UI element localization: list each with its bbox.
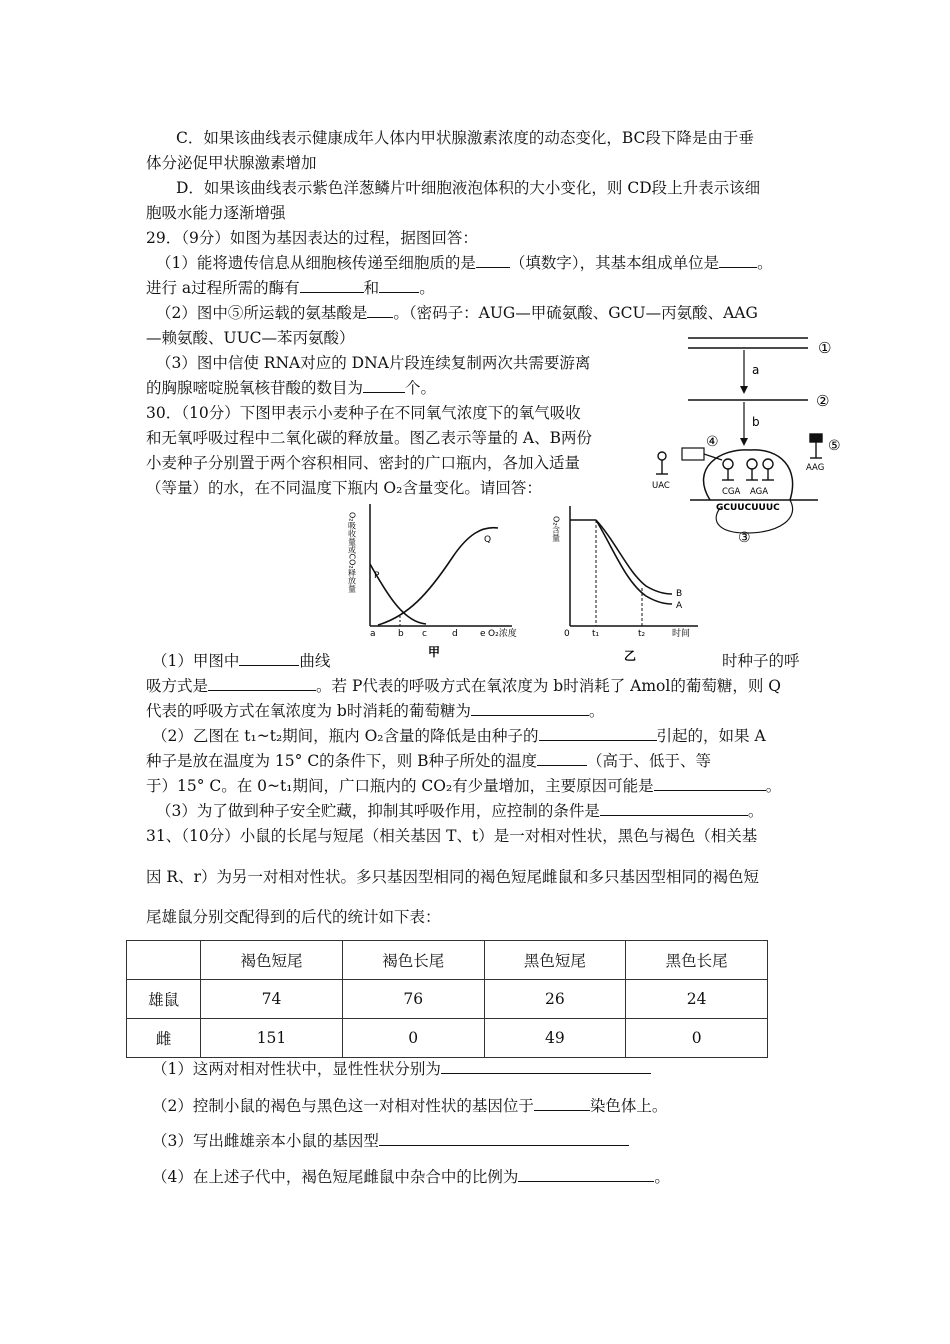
answer-blank[interactable] [208,676,316,691]
q29-part1-text-f: 。 [419,279,435,297]
q30-part1-line2 [146,676,781,696]
trna-free-left [656,452,668,474]
answer-blank[interactable] [518,1167,654,1182]
q30-part3-line1 [156,801,763,821]
answer-blank[interactable] [363,378,405,393]
table-row [127,1019,768,1058]
q31-part4-text-b: 。 [654,1168,670,1186]
q31-part1-text: （1）这两对相对性状中，显性性状分别为 [152,1060,441,1078]
label-a: a [752,363,760,377]
answer-blank[interactable] [537,751,587,766]
q30-part2-line1 [152,726,766,746]
jia-tick-c: c [422,629,427,639]
yi-tick-t1: t₁ [592,629,600,639]
q30-part1-line3 [146,701,604,721]
q29-part1-text-d: 进行 a过程所需的酶有 [146,279,300,297]
q30-line4: （等量）的水，在不同温度下瓶内 O₂含量变化。请回答： [146,479,542,497]
yi-label-b: B [676,589,683,599]
label-ribosome: ④ [706,434,719,450]
jia-ylabel: O₂吸收量或CO₂释放量 [347,512,357,593]
q30-part2-text-f: 。 [765,777,782,795]
q30-part3-text-a: （3）为了做到种子安全贮藏，抑制其呼吸作用，应控制的条件是 [156,802,600,820]
table-cell: 74 [201,980,343,1019]
option-c-line2: 体分泌促甲状腺激素增加 [146,154,317,172]
jia-p-label: P [374,571,380,581]
q30-part1-text-g: 。 [588,702,605,720]
q30-line2: 和无氧呼吸过程中二氧化碳的释放量。图乙表示等量的 A、B两份 [146,429,593,447]
label-mrna-3: ③ [738,530,751,546]
q30-part2-line3 [146,776,781,796]
q29-part1-text-a: （1）能将遗传信息从细胞核传递至细胞质的是 [156,254,476,272]
q29-title: 29．（9分）如图为基因表达的过程，据图回答： [146,229,478,247]
label-b: b [752,415,760,429]
q31-part2-text-a: （2）控制小鼠的褐色与黑色这一对相对性状的基因位于 [152,1097,534,1115]
trna-free-right [810,434,822,458]
q30-part1-line1a [152,651,330,671]
label-dna: ① [818,339,832,357]
table-cell: 雄鼠 [127,980,201,1019]
table-header-row [127,941,768,980]
offspring-stats-table [126,940,768,1058]
answer-blank[interactable] [476,253,510,268]
yi-tick-t2: t₂ [638,629,646,639]
table-cell: 0 [626,1019,768,1058]
q30-part1-line1b: 时种子的呼 [722,652,800,670]
q30-part1-text-e: 。若 P代表的呼吸方式在氧浓度为 b时消耗了 Amol的葡萄糖，则 Q [316,677,781,695]
q30-line1: 30．（10分）下图甲表示小麦种子在不同氧气浓度下的氧气吸收 [146,404,581,422]
ribosome-outline [704,450,793,500]
q30-part2-text-d: （高于、低于、等 [587,752,712,770]
q29-part2-text-a: （2）图中⑤所运载的氨基酸是 [156,304,368,322]
table-header-cell [127,941,201,980]
chart-jia [348,498,528,660]
anticodon-uac: UAC [652,481,670,491]
answer-blank[interactable] [379,1131,629,1146]
jia-tick-b: b [398,629,404,639]
jia-q-label: Q [484,535,492,545]
q29-part3-line2 [146,378,436,398]
answer-blank[interactable] [471,701,589,716]
q30-part2-text-a: （2）乙图在 t₁~t₂期间，瓶内 O₂含量的降低是由种子的 [152,727,539,745]
q31-part1 [152,1059,651,1079]
jia-tick-d: d [452,629,458,639]
answer-blank[interactable] [441,1059,651,1074]
yi-xlabel: 时间 [672,629,691,639]
answer-blank[interactable] [379,278,419,293]
jia-tick-e: e [480,629,486,639]
option-d-line1: D．如果该曲线表示紫色洋葱鳞片叶细胞液泡体积的大小变化，则 CD段上升表示该细 [176,179,761,197]
q30-part2-line2 [146,751,711,771]
chart-yi [551,502,708,663]
anticodon-aga: AGA [750,487,769,497]
q30-part3-text-b: 。 [747,802,764,820]
anticodon-aag: AAG [806,463,825,473]
yi-curve-a [596,520,672,604]
table-cell: 76 [342,980,484,1019]
table-cell: 0 [342,1019,484,1058]
q30-part1-text-d: 吸方式是 [146,677,209,695]
answer-blank[interactable] [539,726,657,741]
q31-line2: 因 R、r）为另一对相对性状。多只基因型相同的褐色短尾雌鼠和多只基因型相同的褐色短 [146,868,760,886]
answer-blank[interactable] [719,253,757,268]
yi-ylabel: O₂含量 [551,516,561,542]
q29-part1-line2 [146,278,435,298]
q30-line3: 小麦种子分别置于两个容积相同、密封的广口瓶内，各加入适量 [146,454,581,472]
anticodon-cga: CGA [722,487,741,497]
q31-part2-text-b: 染色体上。 [589,1097,668,1115]
yi-tick-0: 0 [564,629,570,639]
table-cell: 26 [484,980,626,1019]
answer-blank[interactable] [239,651,299,666]
q29-part2-line2: —赖氨酸、UUC—苯丙氨酸） [146,329,355,347]
jia-tick-a: a [370,629,376,639]
polypeptide-box [682,448,704,460]
q30-part2-text-b: 引起的，如果 A [656,727,766,745]
q30-part1-text-b: 曲线 [299,652,331,670]
yi-label-a: A [676,601,683,611]
table-cell: 雌 [127,1019,201,1058]
q29-part1-line1 [156,253,773,273]
label-mrna: ② [816,392,830,410]
q29-part3-text-b: 的胸腺嘧啶脱氧核苷酸的数目为 [146,379,364,397]
jia-title: 甲 [428,645,441,659]
q31-line1: 31、（10分）小鼠的长尾与短尾（相关基因 T、t）是一对相对性状，黑色与褐色（相关基 [146,827,758,845]
arrow-head [740,386,748,394]
table-header-cell: 褐色长尾 [342,941,484,980]
q30-part1-text-a: （1）甲图中 [152,652,240,670]
table-header-cell: 黑色短尾 [484,941,626,980]
q29-part1-text-e: 和 [363,279,380,297]
option-d-line2: 胞吸水能力逐渐增强 [146,204,286,222]
table-cell: 49 [484,1019,626,1058]
q29-part1-text-c: 。 [757,254,773,272]
jia-xlabel: O₂浓度 [488,629,517,639]
q31-part4 [152,1167,670,1187]
q30-part2-text-c: 种子是放在温度为 15° C的条件下，则 B种子所处的温度 [146,752,538,770]
q31-line3: 尾雄鼠分别交配得到的后代的统计如下表： [146,908,441,926]
label-trna-5: ⑤ [828,438,841,454]
q31-part3-text: （3）写出雌雄亲本小鼠的基因型 [152,1132,379,1150]
table-row [127,980,768,1019]
answer-blank[interactable] [367,303,393,318]
option-c-line1: C．如果该曲线表示健康成年人体内甲状腺激素浓度的动态变化，BC段下降是由于垂 [176,129,754,147]
q31-part3 [152,1131,629,1151]
q31-part2 [152,1096,667,1116]
q29-part3-line1: （3）图中信使 RNA对应的 DNA片段连续复制两次共需要游离 [156,354,591,372]
table-cell: 151 [201,1019,343,1058]
yi-title: 乙 [624,649,637,663]
yi-curve-b [596,520,672,594]
answer-blank[interactable] [300,278,364,293]
arrow-head [740,438,748,446]
q29-part3-text-c: 个。 [405,379,437,397]
answer-blank[interactable] [534,1096,590,1111]
jia-curve-q [378,528,498,625]
q31-part4-text-a: （4）在上述子代中，褐色短尾雌鼠中杂合中的比例为 [152,1168,519,1186]
answer-blank[interactable] [600,801,748,816]
q29-part2-text-b: 。（密码子：AUG—甲硫氨酸、GCU—丙氨酸、AAG [393,304,758,322]
table-header-cell: 黑色长尾 [626,941,768,980]
trna-inside [722,459,774,480]
answer-blank[interactable] [654,776,766,791]
mrna-sequence: GCUUCUUUC [716,503,780,513]
q29-part1-text-b: （填数字），其基本组成单位是 [509,254,720,272]
q29-part2-line1 [156,303,758,323]
q30-part2-text-e: 于）15° C。在 0~t₁期间，广口瓶内的 CO₂有少量增加，主要原因可能是 [146,777,654,795]
q30-part1-text-f: 代表的呼吸方式在氧浓度为 b时消耗的葡萄糖为 [146,702,471,720]
table-header-cell: 褐色短尾 [201,941,343,980]
table-cell: 24 [626,980,768,1019]
